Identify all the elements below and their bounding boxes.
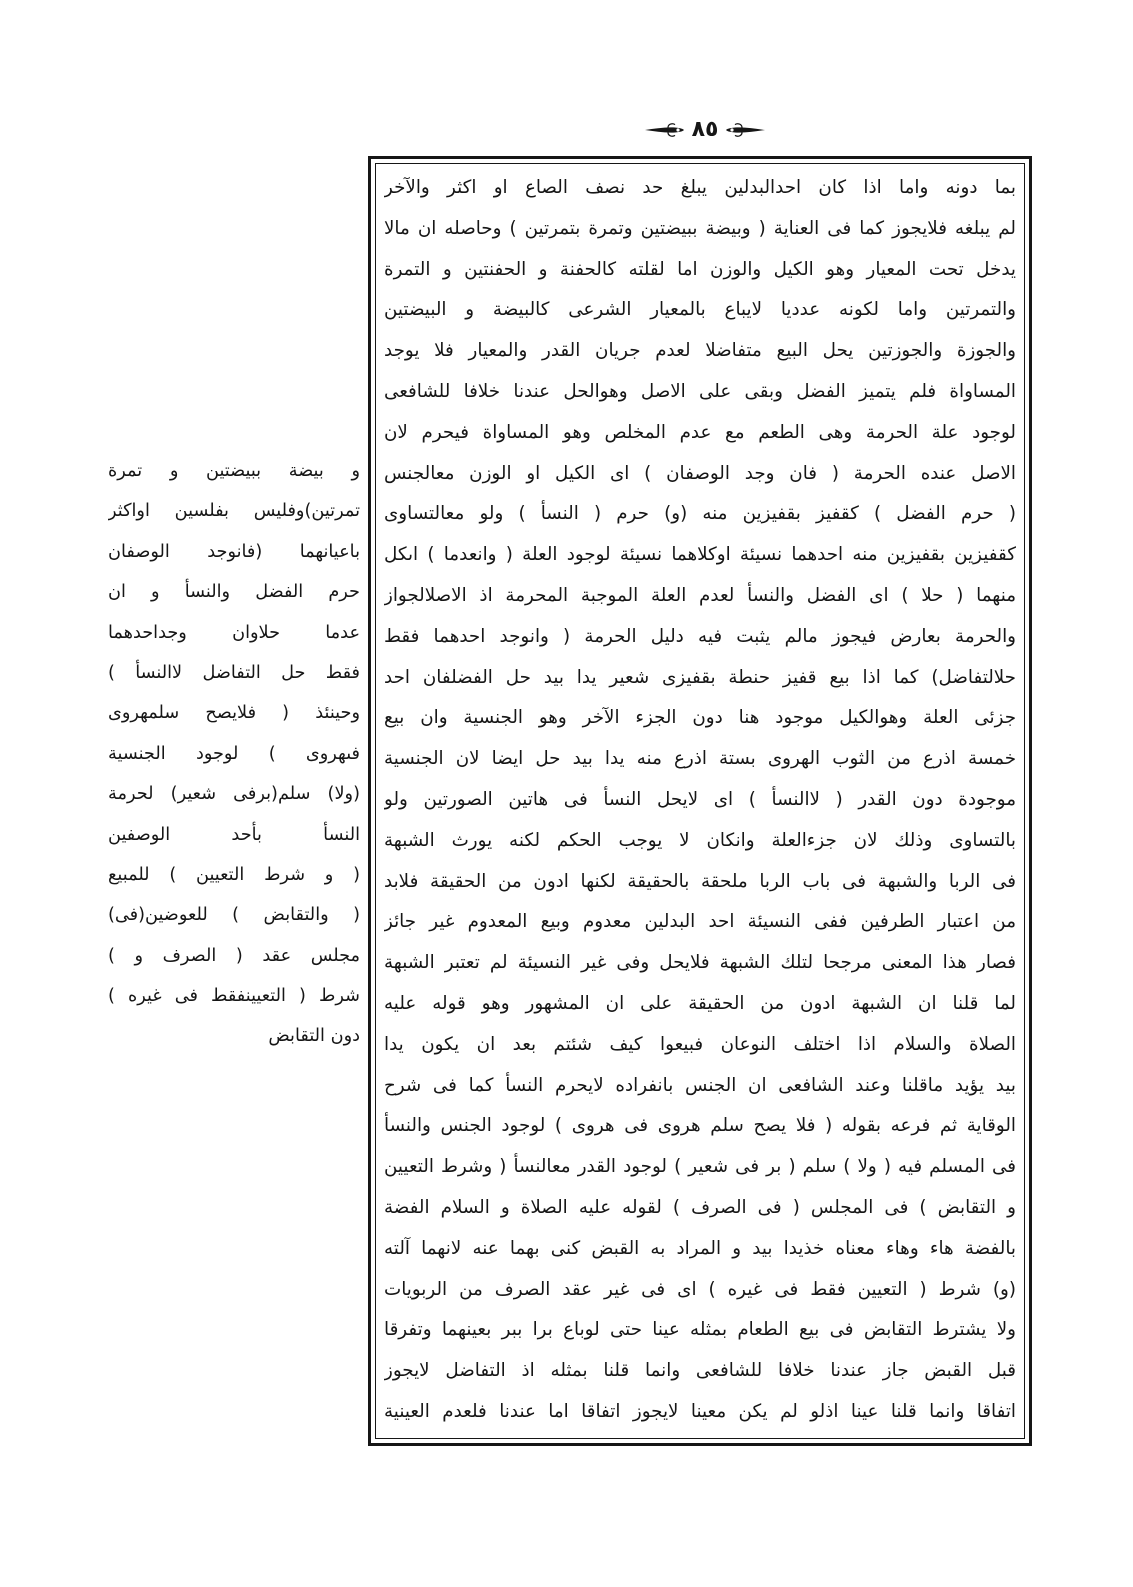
main-text-line: بيد يؤيد ماقلنا وعند الشافعى ان الجنس بانفراده لايحرم النسأ كما فى شرح (384, 1074, 1016, 1096)
fleuron-curl-bottom (735, 132, 742, 136)
main-text-line: لما قلنا ان الشبهة ادون من الحقيقة على ان المشهور وهو قوله عليه (384, 992, 1016, 1014)
margin-gloss-line: (ولا) سلم(برفى شعير) لحرمة (108, 784, 360, 805)
fleuron-left-icon (645, 122, 685, 138)
main-text-line: قبل القبض جاز عندنا خلافا للشافعى وانما قلنا بمثله اذ التفاضل لايجوز (384, 1360, 1016, 1382)
main-text-line: بما دونه واما اذا كان احدالبدلين يبلغ حد نصف الصاع او اكثر والآخر (384, 177, 1016, 198)
main-text-line: و التقابض ) فى المجلس ( فى الصرف ) لقوله عليه الصلاة و السلام الفضة (384, 1196, 1016, 1218)
margin-gloss-line: مجلس عقد ( الصرف و ) (108, 945, 360, 966)
margin-gloss (108, 451, 360, 1057)
main-text-line: الصلاة والسلام اذا اختلف النوعان فبيعوا كيف شئتم بعد ان يكون يدا (384, 1033, 1016, 1055)
main-text-frame (368, 156, 1032, 1446)
main-text-line: اتفاقا وانما قلنا عينا اذلو لم يكن معينا لايجوز اتفاقا اما عندنا فلعدم العينية (384, 1400, 1016, 1422)
margin-gloss-line: تمرتين)وفليس بفلسين اواكثر (108, 501, 360, 522)
main-text-line: ( حرم الفضل ) كقفيز بقفيزين منه (و) حرم ( النسأ ) ولو معالتساوى (384, 503, 1016, 525)
fleuron-curl-bottom (668, 132, 675, 136)
fleuron-eye (676, 128, 679, 131)
margin-gloss-line: وحينئذ ( فلايصح سلمهروى (108, 703, 360, 724)
margin-gloss-line: فقط حل التفاضل لاالنسأ ) (108, 662, 360, 683)
main-text-line: موجودة دون القدر ( لاالنسأ ) اى لايحل النسأ فى هاتين الصورتين ولو (384, 788, 1016, 810)
main-text-line: خمسة اذرع من الثوب الهروى بستة اذرع منه يدا بيد حل ايضا لان الجنسية (384, 748, 1016, 770)
main-text-inner-frame (375, 163, 1025, 1439)
margin-gloss-line: دون التقابض (268, 1026, 360, 1047)
main-text-line: لم يبلغه فلايجوز كما فى العناية ( وبيضة ببيضتين وتمرة بتمرتين ) وحاصله ان مالا (384, 217, 1016, 239)
main-text-line: من اعتبار الطرفين ففى النسيئة احد البدلين معدوم وبيع المعدوم غير جائز (384, 911, 1016, 933)
main-text-line: بالفضة هاء وهاء معناه خذيدا بيد و المراد به القبض كنى بهما عنه لانهما آلته (384, 1237, 1016, 1259)
margin-gloss-line: و بيضة ببيضتين و تمرة (108, 461, 360, 481)
margin-gloss-line: باعيانهما (فانوجد الوصفان (108, 541, 360, 562)
main-text-body (384, 168, 1016, 1433)
fleuron-curl-top (668, 124, 675, 128)
main-text-line: الاصل عنده الحرمة ( فان وجد الوصفان ) اى الكيل او الوزن معالجنس (384, 462, 1016, 484)
margin-gloss-line: ( والتقابض ) للعوضين(فى) (108, 905, 360, 926)
main-text-line: المساواة فلم يتميز الفضل وبقى على الاصل وهوالحل عندنا خلافا للشافعى (384, 380, 1016, 402)
main-text-line: جزئى العلة وهوالكيل موجود هنا دون الجزء الآخر وهو الجنسية وان بيع (384, 707, 1016, 729)
main-text-line: والتمرتين واما لكونه عدديا لايباع بالمعيار الشرعى كالبيضة و البيضتين (384, 299, 1016, 321)
main-text-line: فصار هذا المعنى مرجحا لتلك الشبهة فلايحل وفى غير النسيئة لم تعتبر الشبهة (384, 952, 1016, 974)
main-text-line: كقفيزين بقفيزين منه احدهما نسيئة اوكلاهما نسيئة لوجود العلة ( وانعدما ) اىكل (384, 544, 1016, 566)
main-text-line: الوقاية ثم فرعه بقوله ( فلا يصح سلم هروى فى هروى ) لوجود الجنس والنسأ (384, 1115, 1016, 1137)
main-text-line: والجوزة والجوزتين يحل البيع متفاضلا لعدم جريان القدر والمعيار فلا يوجد (384, 340, 1016, 362)
margin-gloss-line: شرط ( التعيينفقط فى غيره ) (108, 986, 360, 1007)
margin-gloss-line: ( و شرط التعيين ) للمبيع (108, 864, 360, 885)
fleuron-right-icon (725, 122, 765, 138)
fleuron-curl-top (735, 124, 742, 128)
main-text-line: حلالتفاضل) كما اذا بيع قفيز حنطة بقفيزى شعير يدا بيد حل الفضلفان احد (384, 666, 1016, 688)
margin-gloss-line: النسأ بأحد الوصفين (108, 824, 360, 845)
main-text-line: فى المسلم فيه ( ولا ) سلم ( بر فى شعير ) لوجود القدر معالنسأ ( وشرط التعيين (384, 1156, 1016, 1178)
main-text-line: بالتساوى وذلك لان جزءالعلة وانكان لا يوجب الحكم لكنه يورث الشبهة (384, 829, 1016, 851)
main-text-line: فى الربا والشبهة فى باب الربا ملحقة بالحقيقة لكنها ادون من الحقيقة فلابد (384, 870, 1016, 892)
margin-gloss-line: فىهروى ) لوجود الجنسية (108, 743, 360, 764)
main-text-line: لوجود علة الحرمة وهى الطعم مع عدم المخلص وهو المساواة فيحرم لان (384, 421, 1016, 443)
main-text-line: منهما ( حلا ) اى الفضل والنسأ لعدم العلة الموجبة المحرمة اذ الاصلالجواز (384, 584, 1016, 606)
page-number: ٨٥ (691, 117, 719, 142)
main-text-line: (و) شرط ( التعيين فقط فى غيره ) اى فى غير عقد الصرف من الربويات (384, 1278, 1016, 1300)
main-text-line: ولا يشترط التقابض فى بيع الطعام بمثله عينا حتى لوباع برا ببر بعينهما وتفرقا (384, 1319, 1016, 1341)
margin-gloss-line: عدما حلاوان وجداحدهما (108, 622, 360, 643)
main-text-line: والحرمة بعارض فيجوز مالم يثبت فيه دليل الحرمة ( وانوجد احدهما فقط (384, 625, 1016, 647)
margin-gloss-line: حرم الفضل والنسأ و ان (108, 582, 360, 603)
main-text-line: يدخل تحت المعيار وهو الكيل والوزن اما لقلته كالحفنة و الحفنتين و التمرة (384, 258, 1016, 280)
page-header (640, 114, 770, 146)
